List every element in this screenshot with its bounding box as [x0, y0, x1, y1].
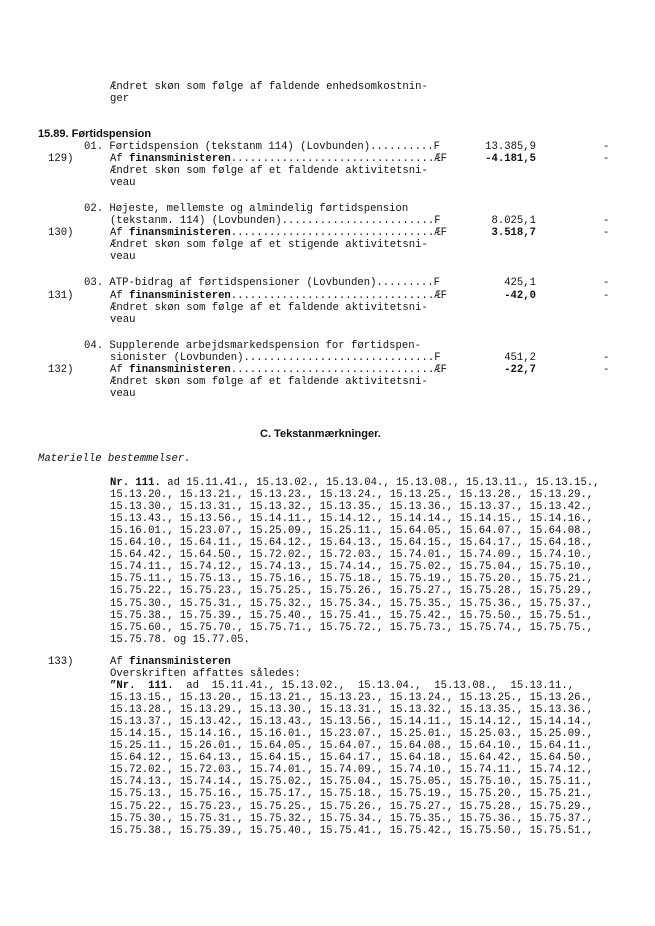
note-line: veau: [110, 314, 136, 326]
af-prefix: Af: [110, 364, 130, 376]
af-name: finansministeren: [129, 153, 231, 165]
af-name: finansministeren: [129, 656, 231, 668]
nr-111-text: ad 15.11.41., 15.13.02., 15.13.04., 15.13.08., 15.13.11., 15.13.15.,: [160, 477, 600, 489]
af-line: [110, 364, 447, 376]
note-line: veau: [110, 388, 136, 400]
amend-line: 15.75.22., 15.75.23., 15.75.25., 15.75.26., 15.75.27., 15.75.28., 15.75.29.,: [110, 800, 594, 813]
nr-111-label: Nr. 111.: [110, 477, 161, 489]
amend-nr-text: ad 15.11.41., 15.13.02., 15.13.04., 15.13.08., 15.13.11.,: [173, 680, 575, 692]
ref-number: 131): [48, 290, 74, 302]
amend-line: 15.64.12., 15.64.13., 15.64.15., 15.64.17., 15.64.18., 15.64.42., 15.64.50.,: [110, 752, 594, 765]
amend-line: [110, 680, 574, 692]
item-line: 02. Højeste, mellemste og almindelig førtidspension: [84, 203, 409, 215]
amend-line: 15.75.13., 15.75.16., 15.75.17., 15.75.18., 15.75.19., 15.75.20., 15.75.21.,: [110, 788, 594, 801]
section-c-subheading: Materielle bestemmelser.: [38, 453, 191, 465]
nr-111-line: 15.64.10., 15.64.11., 15.64.12., 15.64.13., 15.64.15., 15.64.17., 15.64.18.,: [110, 537, 594, 550]
nr-111-line: 15.75.78. og 15.77.05.: [110, 633, 250, 646]
af-line: [110, 227, 447, 239]
amend-line: 15.25.11., 15.26.01., 15.64.05., 15.64.07., 15.64.08., 15.64.10., 15.64.11.,: [110, 740, 594, 753]
nr-111-line: 15.13.20., 15.13.21., 15.13.23., 15.13.24., 15.13.25., 15.13.28., 15.13.29.,: [110, 489, 594, 502]
item-line: 03. ATP-bidrag af førtidspensioner (Lovbunden).........F: [84, 277, 441, 289]
nr-111-line: 15.75.11., 15.75.13., 15.75.16., 15.75.18., 15.75.19., 15.75.20., 15.75.21.,: [110, 573, 594, 586]
af-line: [110, 290, 447, 302]
note-line: Ændret skøn som følge af et faldende aktivitetsni-: [110, 302, 428, 314]
af-dash: -: [603, 364, 610, 376]
amend-intro: Overskriften affattes således:: [110, 668, 301, 680]
note-line: veau: [110, 177, 136, 189]
amend-line: 15.13.37., 15.13.42., 15.13.43., 15.13.56., 15.14.11., 15.14.12., 15.14.14.,: [110, 716, 594, 729]
af-value: 3.518,7: [491, 227, 536, 239]
ref-number: 132): [48, 364, 74, 376]
af-line: [110, 656, 231, 668]
nr-111-line: 15.75.38., 15.75.39., 15.75.40., 15.75.41., 15.75.42., 15.75.50., 15.75.51.,: [110, 609, 594, 622]
af-dots: ................................ÆF: [230, 227, 447, 239]
af-prefix: Af: [110, 656, 130, 668]
ref-number: 129): [48, 153, 74, 165]
item-line: (tekstanm. 114) (Lovbunden)........................F: [110, 215, 441, 227]
item-value: 8.025,1: [491, 215, 536, 227]
af-dots: ................................ÆF: [230, 153, 447, 165]
af-value: -22,7: [504, 364, 536, 376]
af-prefix: Af: [110, 290, 130, 302]
af-name: finansministeren: [129, 227, 231, 239]
item-line: sionister (Lovbunden)..............................F: [110, 352, 441, 364]
amend-line: 15.75.38., 15.75.39., 15.75.40., 15.75.41., 15.75.42., 15.75.50., 15.75.51.,: [110, 824, 594, 837]
amend-line: 15.13.15., 15.13.20., 15.13.21., 15.13.23., 15.13.24., 15.13.25., 15.13.26.,: [110, 692, 594, 705]
nr-111-line: 15.75.30., 15.75.31., 15.75.32., 15.75.34., 15.75.35., 15.75.36., 15.75.37.,: [110, 597, 594, 610]
amend-line: 15.75.30., 15.75.31., 15.75.32., 15.75.34., 15.75.35., 15.75.36., 15.75.37.,: [110, 812, 594, 825]
af-dots: ................................ÆF: [230, 364, 447, 376]
af-prefix: Af: [110, 153, 130, 165]
item-line: 04. Supplerende arbejdsmarkedspension for førtidspen-: [84, 340, 421, 352]
af-prefix: Af: [110, 227, 130, 239]
ref-number: 130): [48, 227, 74, 239]
af-dash: -: [603, 290, 610, 302]
section-heading: 15.89. Førtidspension: [38, 128, 152, 140]
intro-line-2: ger: [110, 93, 130, 105]
item-value: 425,1: [504, 277, 536, 289]
af-dots: ................................ÆF: [230, 290, 447, 302]
ref-number: 133): [48, 656, 74, 668]
amend-line: 15.74.13., 15.74.14., 15.75.02., 15.75.04., 15.75.05., 15.75.10., 15.75.11.,: [110, 776, 594, 789]
amend-line: 15.13.28., 15.13.29., 15.13.30., 15.13.31., 15.13.32., 15.13.35., 15.13.36.,: [110, 704, 594, 717]
section-c-heading: C. Tekstanmærkninger.: [260, 428, 381, 440]
nr-111-line: [110, 477, 600, 489]
item-line: 01. Førtidspension (tekstanm 114) (Lovbunden)..........F: [84, 141, 441, 153]
amend-line: 15.72.02., 15.72.03., 15.74.01., 15.74.09., 15.74.10., 15.74.11., 15.74.12.,: [110, 764, 594, 777]
amend-line: 15.14.15., 15.14.16., 15.16.01., 15.23.07., 15.25.01., 15.25.03., 15.25.09.,: [110, 728, 594, 741]
nr-111-line: 15.16.01., 15.23.07., 15.25.09., 15.25.11., 15.64.05., 15.64.07., 15.64.08.,: [110, 525, 594, 538]
intro-line-1: Ændret skøn som følge af faldende enhedsomkostnin-: [110, 81, 428, 93]
note-line: Ændret skøn som følge af et faldende aktivitetsni-: [110, 376, 428, 388]
item-dash: -: [603, 277, 610, 289]
nr-111-line: 15.75.22., 15.75.23., 15.75.25., 15.75.26., 15.75.27., 15.75.28., 15.75.29.,: [110, 585, 594, 598]
af-dash: -: [603, 227, 610, 239]
note-line: Ændret skøn som følge af et faldende aktivitetsni-: [110, 165, 428, 177]
item-value: 13.385,9: [485, 141, 536, 153]
amend-nr-label: ”Nr. 111.: [110, 680, 174, 692]
note-line: veau: [110, 251, 136, 263]
nr-111-line: 15.75.60., 15.75.70., 15.75.71., 15.75.72., 15.75.73., 15.75.74., 15.75.75.,: [110, 621, 594, 634]
item-dash: -: [603, 141, 610, 153]
note-line: Ændret skøn som følge af et stigende aktivitetsni-: [110, 239, 428, 251]
af-value: -42,0: [504, 290, 536, 302]
item-dash: -: [603, 352, 610, 364]
af-line: [110, 153, 447, 165]
af-dash: -: [603, 153, 610, 165]
item-dash: -: [603, 215, 610, 227]
af-name: finansministeren: [129, 290, 231, 302]
nr-111-line: 15.64.42., 15.64.50., 15.72.02., 15.72.03., 15.74.01., 15.74.09., 15.74.10.,: [110, 549, 594, 562]
nr-111-line: 15.74.11., 15.74.12., 15.74.13., 15.74.14., 15.75.02., 15.75.04., 15.75.10.,: [110, 561, 594, 574]
item-value: 451,2: [504, 352, 536, 364]
nr-111-line: 15.13.30., 15.13.31., 15.13.32., 15.13.35., 15.13.36., 15.13.37., 15.13.42.,: [110, 501, 594, 514]
af-name: finansministeren: [129, 364, 231, 376]
af-value: -4.181,5: [485, 153, 536, 165]
nr-111-line: 15.13.43., 15.13.56., 15.14.11., 15.14.12., 15.14.14., 15.14.15., 15.14.16.,: [110, 513, 594, 526]
